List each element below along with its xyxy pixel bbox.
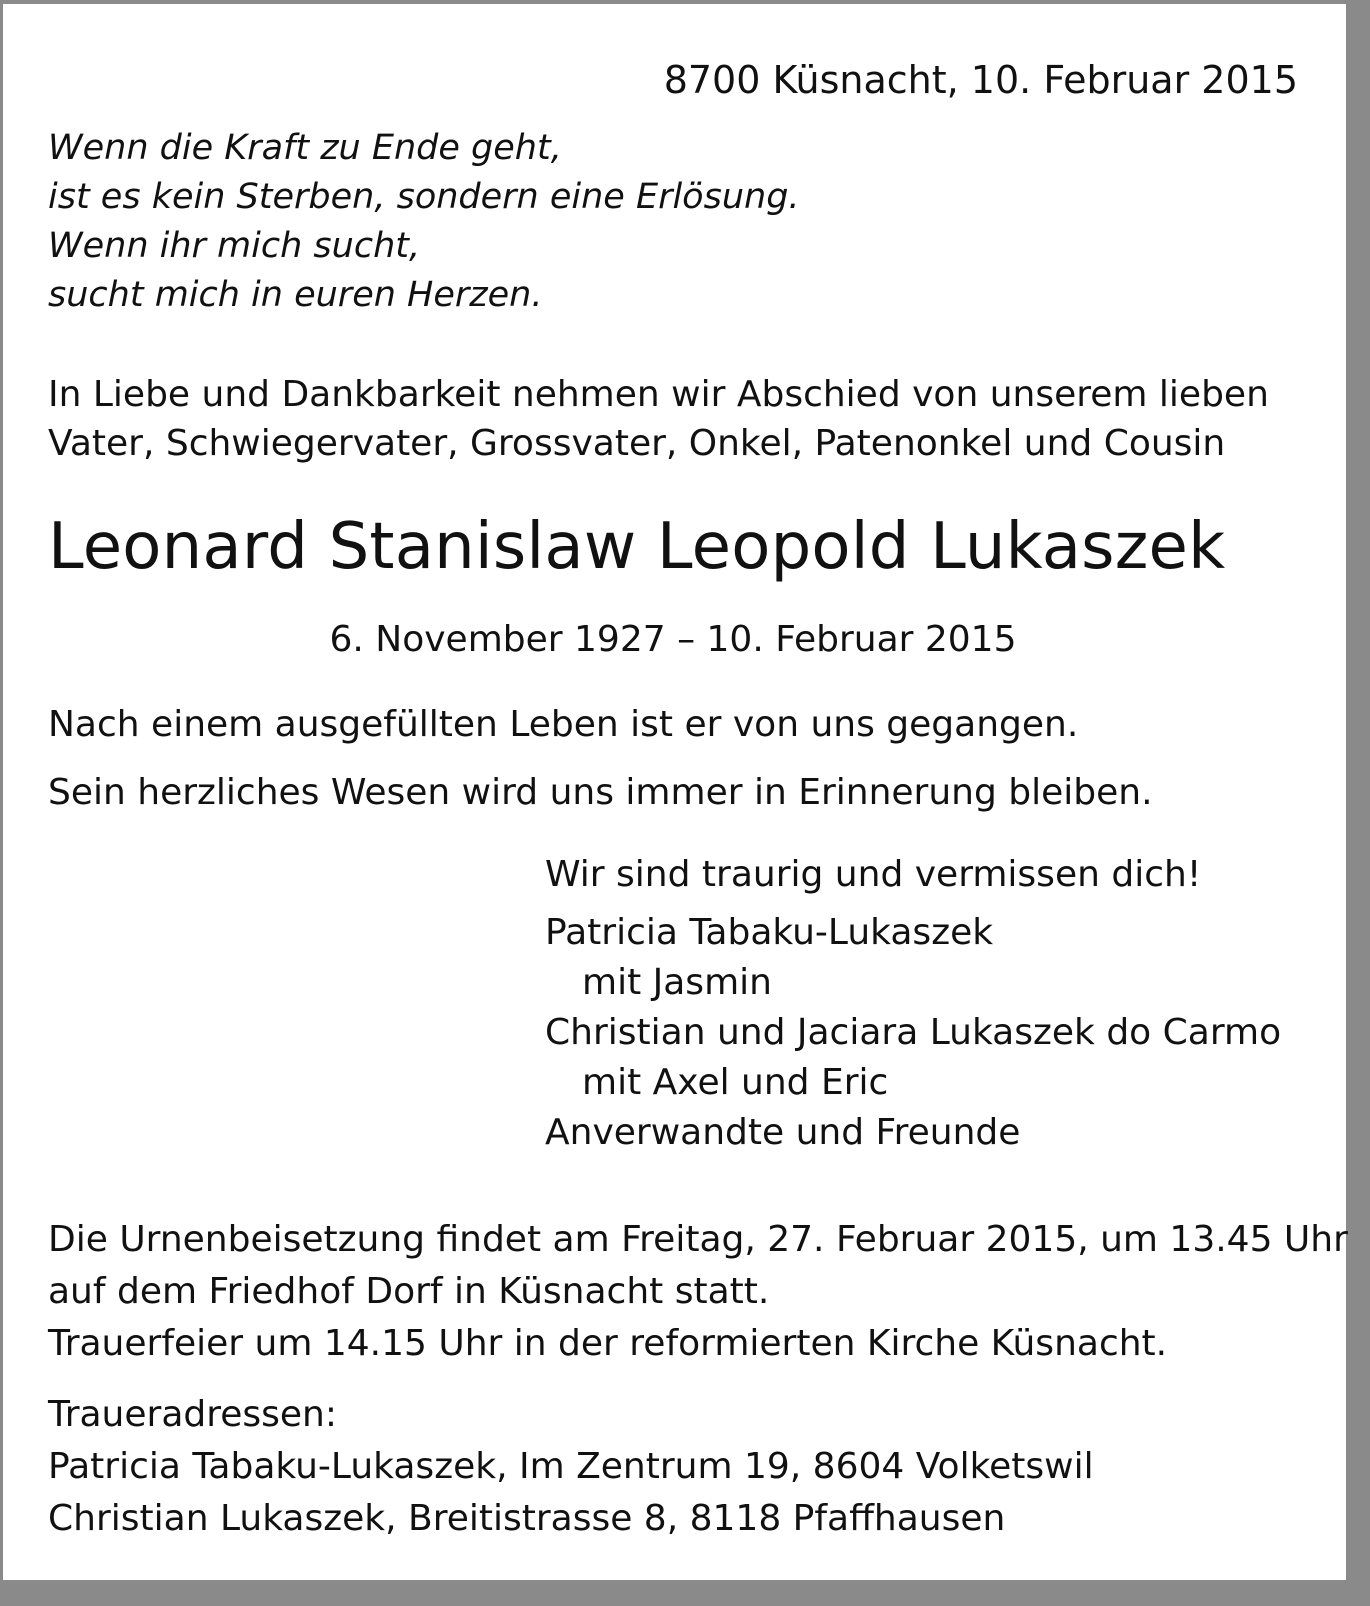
address-line: Christian Lukaszek, Breitistrasse 8, 8118 Pfaffhausen (48, 1498, 1006, 1539)
remembrance-line: Nach einem ausgefüllten Leben ist er von uns gegangen. (48, 704, 1079, 745)
mourner-name: Christian und Jaciara Lukaszek do Carmo (545, 1012, 1282, 1053)
intro-line: In Liebe und Dankbarkeit nehmen wir Abschied von unserem lieben (48, 374, 1269, 415)
mourner-children: mit Jasmin (582, 962, 772, 1003)
deceased-name: Leonard Stanislaw Leopold Lukaszek (48, 510, 1226, 584)
intro-line: Vater, Schwiegervater, Grossvater, Onkel, Patenonkel und Cousin (48, 423, 1226, 464)
condolence-addresses (48, 1389, 1094, 1545)
poem-line: ist es kein Sterben, sondern eine Erlösung. (48, 177, 800, 217)
mourner-name: Anverwandte und Freunde (545, 1112, 1021, 1153)
ceremony-line: auf dem Friedhof Dorf in Küsnacht statt. (48, 1271, 770, 1312)
poem (48, 124, 800, 320)
ceremony-line: Die Urnenbeisetzung findet am Freitag, 27. Februar 2015, um 13.45 Uhr (48, 1219, 1348, 1260)
address-line: Patricia Tabaku-Lukaszek, Im Zentrum 19, 8604 Volketswil (48, 1446, 1094, 1487)
poem-line: sucht mich in euren Herzen. (48, 275, 543, 315)
intro-text (48, 370, 1269, 468)
place-date: 8700 Küsnacht, 10. Februar 2015 (663, 58, 1298, 102)
ceremony-details (48, 1214, 1348, 1370)
poem-line: Wenn die Kraft zu Ende geht, (48, 128, 562, 168)
lifespan-dates: 6. November 1927 – 10. Februar 2015 (329, 619, 1017, 660)
mourners-list (545, 908, 1281, 1158)
mourner-name: Patricia Tabaku-Lukaszek (545, 912, 994, 953)
ceremony-line: Trauerfeier um 14.15 Uhr in der reformierten Kirche Küsnacht. (48, 1323, 1168, 1364)
addresses-heading: Traueradressen: (48, 1394, 338, 1435)
remembrance-line: Sein herzliches Wesen wird uns immer in Erinnerung bleiben. (48, 772, 1153, 813)
poem-line: Wenn ihr mich sucht, (48, 226, 421, 266)
mourner-children: mit Axel und Eric (582, 1062, 889, 1103)
closing-sentence: Wir sind traurig und vermissen dich! (545, 854, 1202, 895)
